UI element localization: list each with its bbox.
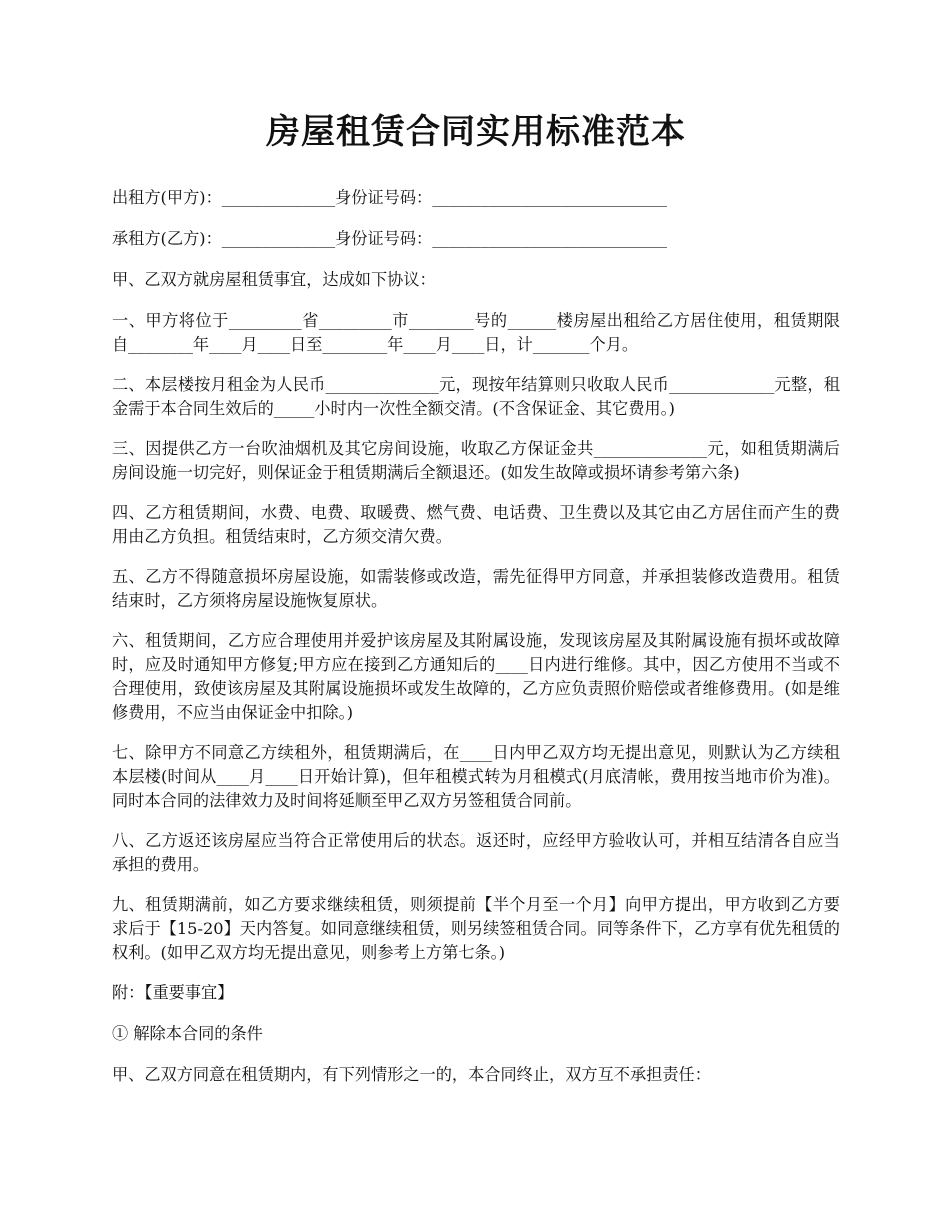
clause-1: 一、甲方将位于_________省_________市________号的______楼房屋出租给乙方居住使用，租赁期限自________年____月____日至________年____月____日，计_______个月。 [112,311,840,354]
clause-5: 五、乙方不得随意损坏房屋设施，如需装修或改造，需先征得甲方同意，并承担装修改造费用。租赁结束时，乙方须将房屋设施恢复原状。 [112,567,840,610]
appendix-heading: 附：【重要事宜】 [112,983,234,1002]
lessor-line: 出租方(甲方)：______________身份证号码：_____________________________ [112,188,667,207]
clause-2: 二、本层楼按月租金为人民币______________元，现按年结算则只收取人民币_____________元整，租金需于本合同生效后的_____小时内一次性全额交清。(不含保证金、其它费用。) [112,375,840,418]
clause-4: 四、乙方租赁期间，水费、电费、取暖费、燃气费、电话费、卫生费以及其它由乙方居住而产生的费用由乙方负担。租赁结束时，乙方须交清欠费。 [112,503,840,546]
termination-text: 甲、乙双方同意在租赁期内，有下列情形之一的，本合同终止，双方互不承担责任： [112,1065,711,1084]
clause-6: 六、租赁期间，乙方应合理使用并爱护该房屋及其附属设施，发现该房屋及其附属设施有损坏或故障时，应及时通知甲方修复;甲方应在接到乙方通知后的____日内进行维修。其中，因乙方使用不当或不合理使用，致使该房屋及其附属设施损坏或发生故障的，乙方应负责照价赔偿或者维修费用。(如是维修费用，不应当由保证金中扣除。) [112,631,840,722]
clause-3: 三、因提供乙方一台吹油烟机及其它房间设施，收取乙方保证金共______________元，如租赁期满后房间设施一切完好，则保证金于租赁期满后全额退还。(如发生故障或损坏请参考第六条) [112,439,840,482]
document-title: 房屋租赁合同实用标准范本 [266,112,686,152]
document-page [112,110,840,1104]
lessee-line: 承租方(乙方)：______________身份证号码：_____________________________ [112,229,667,248]
intro-paragraph: 甲、乙双方就房屋租赁事宜，达成如下协议： [112,270,436,289]
clause-7: 七、除甲方不同意乙方续租外，租赁期满后，在____日内甲乙双方均无提出意见，则默认为乙方续租本层楼(时间从____月____日开始计算)，但年租模式转为月租模式(月底清帐，费用按当地市价为准)。同时本合同的法律效力及时间将延顺至甲乙双方另签租赁合同前。 [112,743,840,810]
clause-9: 九、租赁期满前，如乙方要求继续租赁，则须提前【半个月至一个月】向甲方提出，甲方收到乙方要求后于【15-20】天内答复。如同意继续租赁，则另续签租赁合同。同等条件下，乙方享有优先租赁的权利。(如甲乙双方均无提出意见，则参考上方第七条。) [112,895,840,962]
clause-8: 八、乙方返还该房屋应当符合正常使用后的状态。返还时，应经甲方验收认可，并相互结清各自应当承担的费用。 [112,831,840,874]
termination-heading: ① 解除本合同的条件 [112,1024,263,1043]
